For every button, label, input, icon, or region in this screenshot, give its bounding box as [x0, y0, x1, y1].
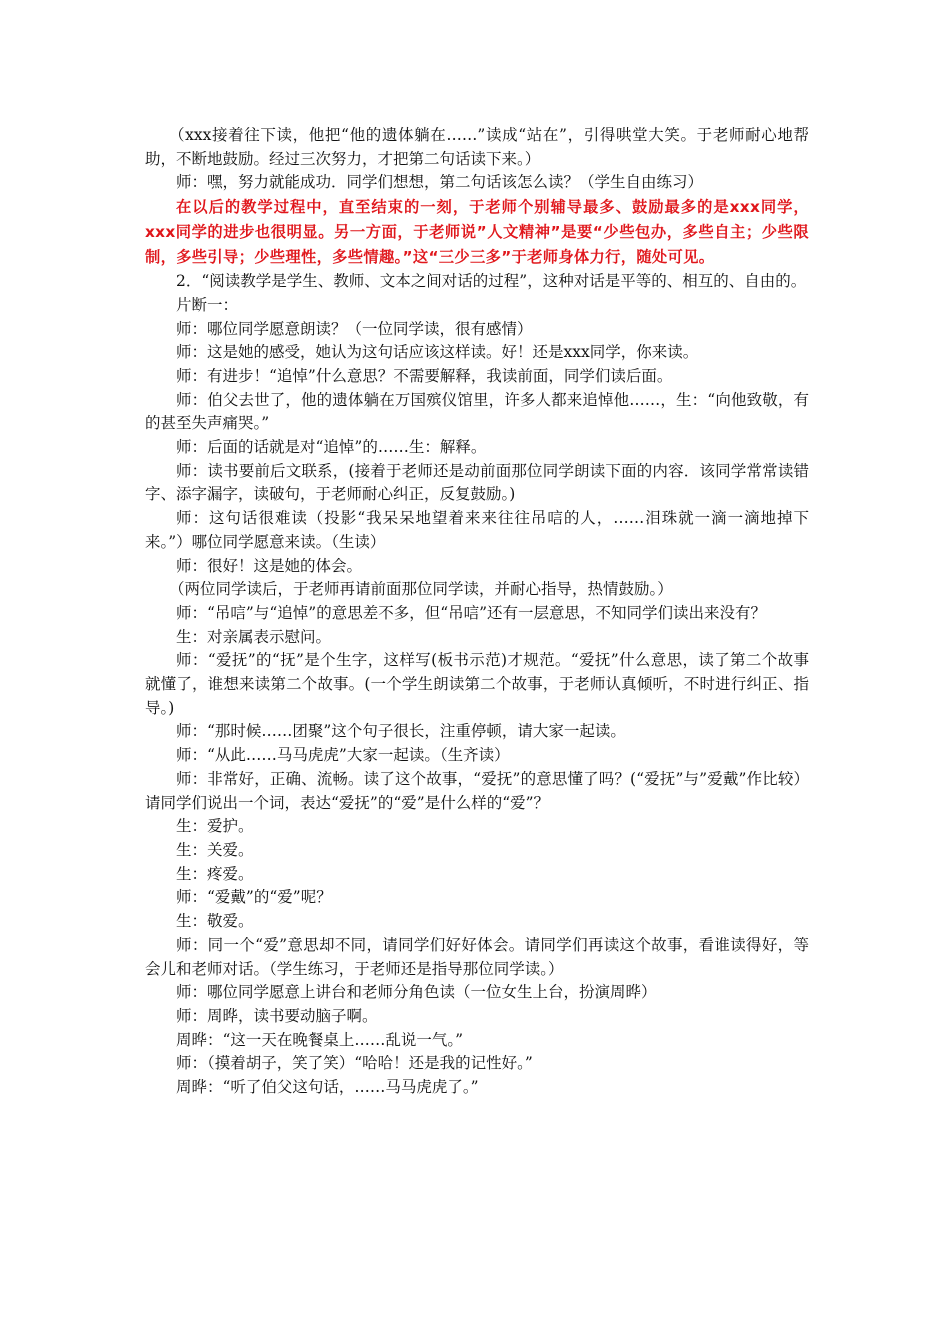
paragraph: 师：嘿，努力就能成功．同学们想想，第二句话该怎么读？（学生自由练习）: [176, 173, 704, 192]
paragraph: 生：敬爱。: [176, 912, 254, 931]
paragraph: 周晔：“听了伯父这句话，……马马虎虎了。”: [176, 1078, 479, 1097]
paragraph: 师：“那时候……团聚”这个句子很长，注重停顿，请大家一起读。: [176, 722, 626, 741]
paragraph: 师：后面的话就是对“追悼”的……生：解释。: [176, 438, 487, 457]
paragraph: 师：哪位同学愿意朗读？（一位同学读，很有感情）: [176, 319, 533, 338]
paragraph: 生：对亲属表示慰问。: [176, 627, 332, 646]
highlighted-paragraph: 在以后的教学过程中，直至结束的一刻，于老师个别辅导最多、鼓励最多的是xxx同学，xxx同学的进步也很明显。另一方面，于老师说”人文精神”是要“少些包办，多些自主；少些限制，多些引导；少些理性，多些情趣。”这“三少三多”于老师身体力行，随处可见。: [145, 198, 809, 267]
paragraph: 师：同一个“爱”意思却不同，请同学们好好体会。请同学们再读这个故事，看谁读得好，等会儿和老师对话。（学生练习，于老师还是指导那位同学读。）: [145, 935, 809, 978]
paragraph: 周晔：“这一天在晚餐桌上……乱说一气。”: [176, 1030, 464, 1049]
paragraph: 师：这句话很难读（投影“我呆呆地望着来来往往吊唁的人，……泪珠就一滴一滴地掉下来。”）哪位同学愿意来读。（生读）: [145, 509, 809, 551]
paragraph: 2．“阅读教学是学生、教师、文本之间对话的过程”，这种对话是平等的、相互的、自由的。: [176, 272, 807, 291]
section-heading: 片断一：: [176, 295, 239, 314]
paragraph: 师：这是她的感受，她认为这句话应该这样读。好！还是xxx同学，你来读。: [176, 343, 699, 362]
paragraph: 师：“从此……马马虎虎”大家一起读。（生齐读）: [176, 746, 510, 765]
paragraph: 生：爱护。: [176, 817, 254, 836]
paragraph: 师：很好！这是她的体会。: [176, 556, 363, 575]
paragraph: 师：“爱戴”的“爱”呢？: [176, 888, 332, 907]
paragraph: 师：非常好，正确、流畅。读了这个故事，“爱抚”的意思懂了吗？(“爱抚”与”爱戴”作比较）请同学们说出一个词，表达“爱抚”的“爱”是什么样的“爱”？: [145, 769, 809, 812]
paragraph: 师：有进步！“追悼”什么意思？不需要解释，我读前面，同学们读后面。: [176, 366, 673, 385]
paragraph: 师：读书要前后文联系，(接着于老师还是动前面那位同学朗读下面的内容．该同学常常读错字、添字漏字，读破句，于老师耐心纠正，反复鼓励。): [145, 461, 809, 504]
paragraph: 师：周晔，读书要动脑子啊。: [176, 1006, 378, 1025]
paragraph: 师：“吊唁”与“追悼”的意思差不多，但“吊唁”还有一层意思，不知同学们读出来没有？: [176, 603, 767, 622]
paragraph: 师：哪位同学愿意上讲台和老师分角色读（一位女生上台，扮演周晔）: [176, 983, 657, 1002]
paragraph: 师：“爱抚”的“抚”是个生字，这样写(板书示范)才规范。“爱抚”什么意思，读了第二个故事就懂了，谁想来读第二个故事。(一个学生朗读第二个故事，于老师认真倾听，不时进行纠正、指导。): [145, 651, 809, 717]
paragraph: 生：疼爱。: [176, 864, 254, 883]
document-body: [145, 124, 809, 1100]
paragraph: 师：（摸着胡子，笑了笑）“哈哈！还是我的记性好。”: [176, 1054, 533, 1073]
paragraph-note: （两位同学读后，于老师再请前面那位同学读，并耐心指导，热情鼓励。）: [169, 580, 673, 599]
paragraph: 师：伯父去世了，他的遗体躺在万国殡仪馆里，许多人都来追悼他……，生：“向他致敬，有的甚至失声痛哭。”: [145, 390, 809, 433]
paragraph-note: （xxx接着往下读，他把“他的遗体躺在……”读成“站在”，引得哄堂大笑。于老师耐心地帮助，不断地鼓励。经过三次努力，才把第二句话读下来。）: [145, 126, 809, 168]
paragraph: 生：关爱。: [176, 840, 254, 859]
